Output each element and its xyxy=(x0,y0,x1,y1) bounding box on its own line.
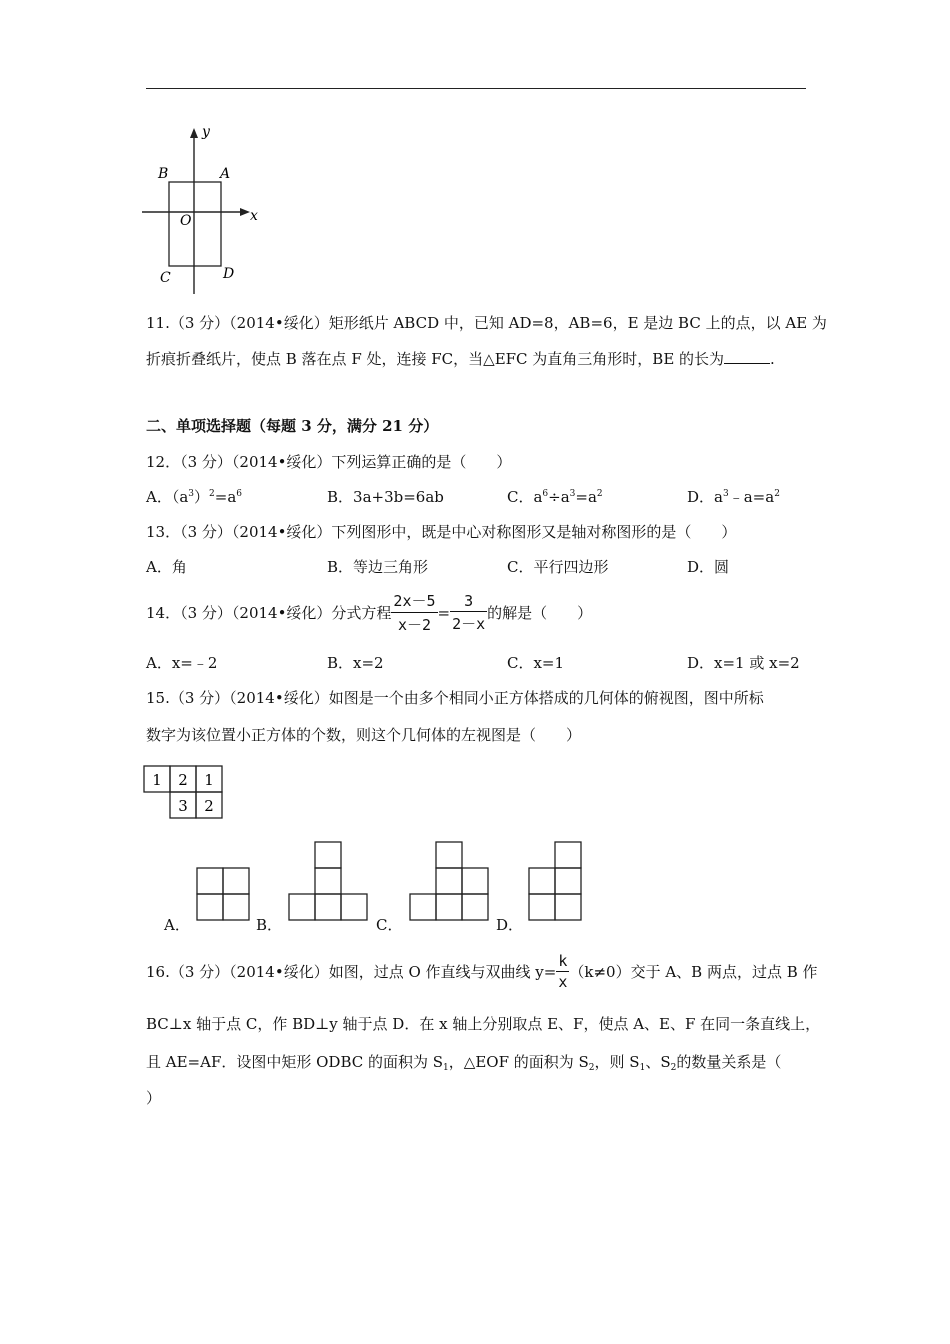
q14-option-b: B．x=2 xyxy=(327,654,384,672)
q12-option-d: D．$a^3﹣a=a^2$ xyxy=(687,488,780,506)
label-y: y xyxy=(202,124,210,140)
q15-option-a-label: A． xyxy=(164,916,190,934)
q15-line2: 数字为该位置小正方体的个数，则这个几何体的左视图是（ ） xyxy=(146,726,582,744)
q14-fraction-right: $\frac{3}{2-x}$ xyxy=(452,591,486,633)
q15-option-b-figure xyxy=(287,840,373,922)
grid-cell-r2c3: 2 xyxy=(204,797,214,815)
header-rule xyxy=(146,88,806,89)
q15-option-a-figure xyxy=(195,866,255,922)
q14-fraction-left: $\frac{2x-5}{x-2}$ xyxy=(393,592,436,634)
q15-option-c-label: C． xyxy=(376,916,403,934)
q11-line2-text: 折痕折叠纸片，使点 B 落在点 F 处，连接 FC，当△EFC 为直角三角形时，BE 的长为 xyxy=(146,350,725,368)
q15-option-d-label: D． xyxy=(496,916,524,934)
rectangle-abcd xyxy=(169,182,221,266)
q16-line1: 16.（3 分）（2014•绥化）如图，过点 O 作直线与双曲线 y= $\frac{k}{x}$ （k≠0）交于 A、B 两点，过点 B 作 xyxy=(146,952,818,991)
q16-fraction: $\frac{k}{x}$ xyxy=(558,952,568,991)
grid-cell-r1c1: 1 xyxy=(152,771,162,789)
label-a: A xyxy=(220,166,231,182)
section2-title: 二、单项选择题（每题 3 分，满分 21 分） xyxy=(146,417,439,435)
label-c: C xyxy=(160,270,171,286)
q14-stem: 14．（3 分）（2014•绥化）分式方程 $\frac{2x-5}{x-2}$ = $\frac{3}{2-x}$ 的解是（ ） xyxy=(146,591,593,634)
q15-line1: 15.（3 分）（2014•绥化）如图是一个由多个相同小正方体搭成的几何体的俯视图，图中所标 xyxy=(146,689,764,707)
q14-option-d: D．x=1 或 x=2 xyxy=(687,654,800,672)
q14-option-c: C．x=1 xyxy=(507,654,565,672)
q16-line3: 且 AE=AF．设图中矩形 ODBC 的面积为 $S_1$，△EOF 的面积为 $S_2$，则 $S_1$、$S_2$的数量关系是（ xyxy=(146,1053,782,1073)
q15-option-d-figure xyxy=(527,840,587,922)
q13-option-c: C．平行四边形 xyxy=(507,558,609,576)
q12-option-a: A．$(a^3)^2=a^6$ xyxy=(146,488,243,506)
y-axis-arrow-icon xyxy=(190,128,198,138)
grid-cell-r2c2: 3 xyxy=(178,797,188,815)
grid-cell-r1c3: 1 xyxy=(204,771,214,789)
grid-cell-r1c2: 2 xyxy=(178,771,188,789)
label-o: O xyxy=(180,213,192,229)
q11-line2 xyxy=(146,348,775,369)
label-d: D xyxy=(223,266,235,282)
q13-stem: 13．（3 分）（2014•绥化）下列图形中，既是中心对称图形又是轴对称图形的是（ ） xyxy=(146,523,737,541)
q11-coordinate-figure xyxy=(140,120,270,298)
label-x: x xyxy=(250,208,258,224)
x-axis-arrow-icon xyxy=(240,208,250,216)
label-b: B xyxy=(158,166,169,182)
q11-line1: 11.（3 分）（2014•绥化）矩形纸片 ABCD 中，已知 AD=8，AB=6，E 是边 BC 上的点，以 AE 为 xyxy=(146,314,827,332)
q16-line4: ） xyxy=(146,1089,162,1107)
q14-option-a: A．x=﹣2 xyxy=(146,654,218,672)
q16-line2: BC⊥x 轴于点 C，作 BD⊥y 轴于点 D．在 x 轴上分别取点 E、F，使点 A、E、F 在同一条直线上， xyxy=(146,1015,821,1033)
q12-option-b: B．3a+3b=6ab xyxy=(327,488,444,506)
q15-top-view-grid xyxy=(142,764,226,822)
q15-option-b-label: B． xyxy=(256,916,283,934)
q13-option-a: A．角 xyxy=(146,558,187,576)
q12-option-c: C．$a^6\div a^3=a^2$ xyxy=(507,488,603,506)
q13-option-d: D．圆 xyxy=(687,558,730,576)
q13-option-b: B．等边三角形 xyxy=(327,558,429,576)
q12-stem: 12．（3 分）（2014•绥化）下列运算正确的是（ ） xyxy=(146,453,512,471)
answer-blank xyxy=(724,349,770,364)
q15-option-c-figure xyxy=(408,840,494,922)
q11-line2-end: . xyxy=(770,350,775,368)
